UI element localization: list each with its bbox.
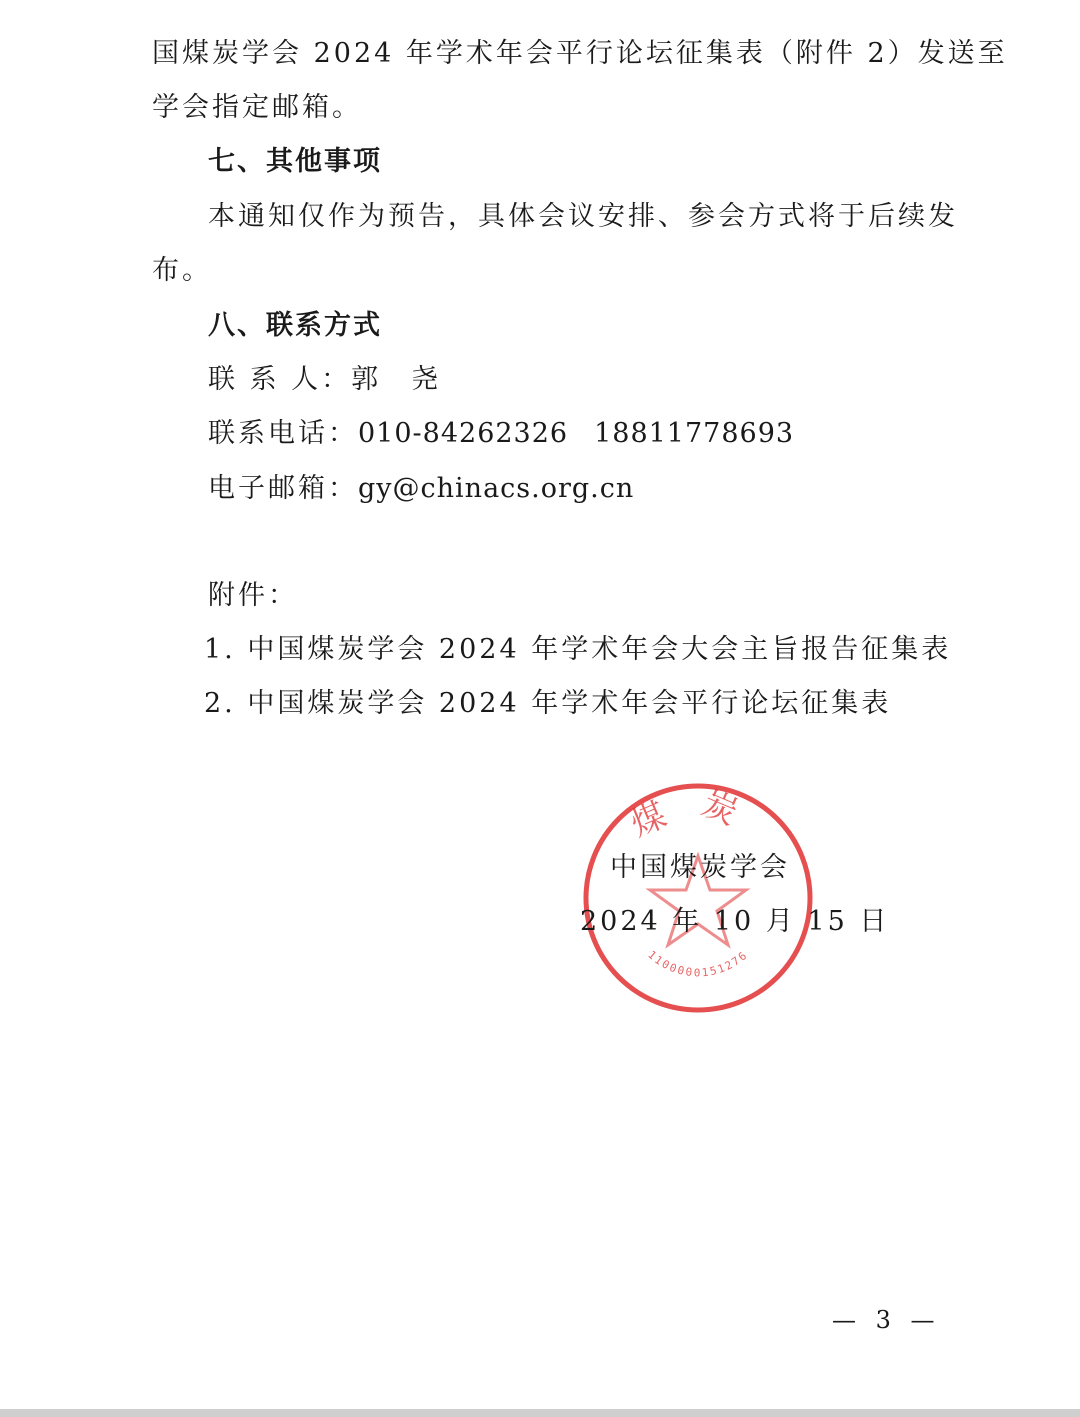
contact-phone-2: 18811778693 [594,418,795,449]
contact-email-row [208,469,634,509]
contact-phone-row [208,414,794,454]
official-seal [578,778,818,1018]
contact-phone-label: 联系电话： [208,418,358,449]
svg-text:煤炭 [625,783,770,845]
contact-email: gy@chinacs.org.cn [358,473,635,504]
paragraph-line: 国煤炭学会 2024 年学术年会平行论坛征集表（附件 2）发送至 [152,38,1008,69]
paragraph-line: 本通知仅作为预告，具体会议安排、参会方式将于后续发 [208,201,958,232]
attachments-label: 附件： [208,580,298,611]
signature-organization: 中国煤炭学会 [610,852,790,883]
contact-phone-1: 010-84262326 [358,418,569,449]
paragraph-line: 布。 [152,255,212,286]
svg-text:1100000151276 [645,948,750,979]
section-heading-other-matters: 七、其他事项 [208,146,382,177]
contact-person-name: 郭 尧 [351,364,442,395]
section-heading-contact: 八、联系方式 [208,310,382,341]
signature-date: 2024 年 10 月 15 日 [580,906,890,937]
contact-person-label: 联 系 人： [208,364,352,395]
attachment-item: 1. 中国煤炭学会 2024 年学术年会大会主旨报告征集表 [204,634,952,665]
attachment-item: 2. 中国煤炭学会 2024 年学术年会平行论坛征集表 [204,688,892,719]
contact-email-label: 电子邮箱： [208,473,358,504]
scan-edge [0,1409,1080,1417]
contact-person-row [208,360,441,400]
paragraph-line: 学会指定邮箱。 [152,92,362,123]
seal-arc-text: 煤炭 [625,783,771,846]
seal-serial: 1100000151276 [645,948,751,980]
page-number: — 3 — [832,1306,941,1334]
